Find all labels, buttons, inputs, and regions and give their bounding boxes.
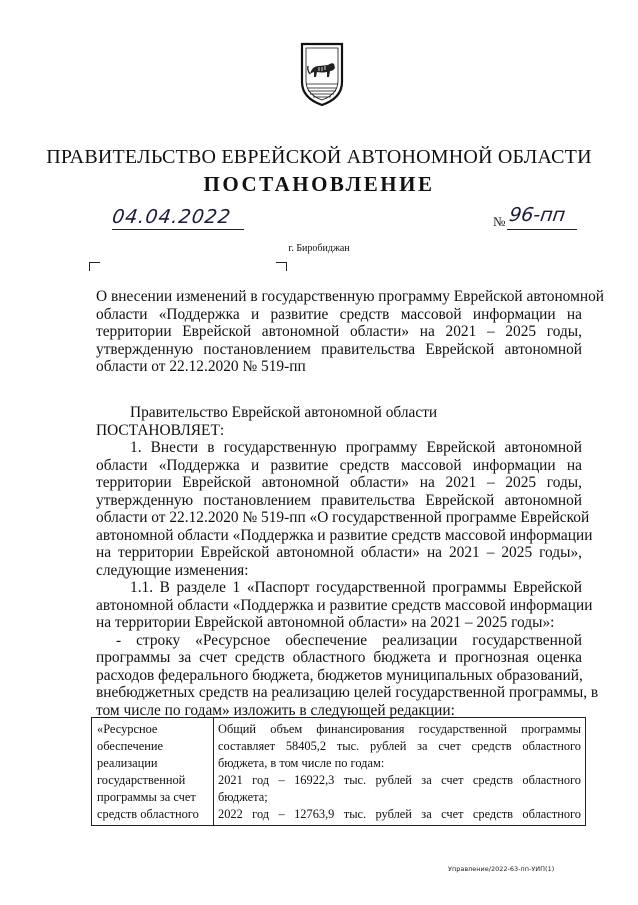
item1-line: территории Еврейской автономной области» на 2021 – 2025 годы, bbox=[96, 474, 582, 491]
item11-line: на территории Еврейской автономной области» на 2021 – 2025 годы»: bbox=[96, 614, 555, 631]
date-underline bbox=[112, 229, 244, 230]
label-line: «Ресурсное bbox=[97, 722, 158, 736]
item1-line: области «Поддержка и развитие средств массовой информации на bbox=[96, 456, 582, 474]
document-type: ПОСТАНОВЛЕНИЕ bbox=[203, 172, 435, 196]
value-line: 2022 год – 12763,9 тыс. рублей за счет средств областного bbox=[218, 807, 581, 821]
item11-line: автономной области «Поддержка и развитие средств массовой информации bbox=[96, 596, 593, 614]
government-title: ПРАВИТЕЛЬСТВО ЕВРЕЙСКОЙ АВТОНОМНОЙ ОБЛАСТИ bbox=[46, 146, 592, 168]
item1-line: следующие изменения: bbox=[96, 561, 249, 579]
value-line: бюджета; bbox=[218, 790, 268, 804]
item1-line: на территории Еврейской автономной области» на 2021 – 2025 годы», bbox=[96, 544, 582, 561]
item1-line: области от 22.12.2020 № 519-пп «О государственной программе Еврейской bbox=[96, 509, 590, 526]
value-line: Общий объем финансирования государственной программы bbox=[218, 722, 581, 736]
dash-item-line: - строку «Ресурсное обеспечение реализации государственной bbox=[116, 631, 582, 649]
document-number: 96-пп bbox=[507, 204, 567, 226]
dash-item-line: расходов федерального бюджета, бюджетов муниципальных образований, bbox=[96, 666, 583, 684]
table-cell-label bbox=[92, 718, 214, 826]
item1-line: 1. Внести в государственную программу Еврейской автономной bbox=[130, 439, 582, 456]
label-line: средств областного bbox=[97, 807, 199, 821]
table-cell-value bbox=[214, 718, 586, 826]
resource-table bbox=[91, 717, 586, 826]
dash-item-line: том числе по годам» изложить в следующей редакции: bbox=[96, 701, 455, 719]
label-line: реализации bbox=[97, 756, 158, 770]
subject-line: утвержденную постановлением правительства Еврейской автономной bbox=[96, 340, 582, 358]
value-line: бюджета, в том числе по годам: bbox=[218, 756, 385, 770]
subject-bracket-left bbox=[89, 262, 100, 271]
resolves-line: ПОСТАНОВЛЯЕТ: bbox=[96, 421, 225, 439]
number-sign: № bbox=[493, 214, 506, 229]
item11-line: 1.1. В разделе 1 «Паспорт государственной программы Еврейской bbox=[130, 579, 582, 596]
item1-line: автономной области «Поддержка и развитие средств массовой информации bbox=[96, 526, 593, 544]
document-subject bbox=[96, 288, 604, 376]
dash-item-line: программы за счет средств областного бюджета и прогнозная оценка bbox=[96, 649, 582, 666]
value-line: составляет 58405,2 тыс. рублей за счет средств областного bbox=[218, 739, 581, 753]
table-row bbox=[92, 718, 586, 826]
item1-line: утвержденную постановлением правительства Еврейской автономной bbox=[96, 491, 582, 509]
city-label: г. Биробиджан bbox=[288, 243, 350, 254]
subject-line: области от 22.12.2020 № 519-пп bbox=[96, 358, 306, 375]
value-line: 2021 год – 16922,3 тыс. рублей за счет средств областного bbox=[218, 773, 581, 787]
coat-of-arms-tiger-icon bbox=[298, 40, 346, 108]
label-line: государственной bbox=[97, 773, 186, 787]
footer-code: Управление/2022-63-пп-УИП(1) bbox=[448, 865, 555, 873]
document-body bbox=[96, 404, 599, 719]
subject-line: территории Еврейской автономной области» на 2021 – 2025 годы, bbox=[96, 323, 582, 340]
subject-line: области «Поддержка и развитие средств массовой информации на bbox=[96, 305, 582, 323]
dash-item-line: внебюджетных средств на реализацию целей государственной программы, в bbox=[96, 684, 599, 701]
label-line: программы за счет bbox=[97, 790, 196, 804]
document-date: 04.04.2022 bbox=[110, 206, 233, 228]
label-line: обеспечение bbox=[97, 739, 163, 753]
subject-bracket-right bbox=[276, 262, 287, 271]
number-underline bbox=[507, 229, 577, 230]
intro-line: Правительство Еврейской автономной области bbox=[130, 404, 438, 421]
subject-line: О внесении изменений в государственную программу Еврейской автономной bbox=[96, 288, 604, 305]
